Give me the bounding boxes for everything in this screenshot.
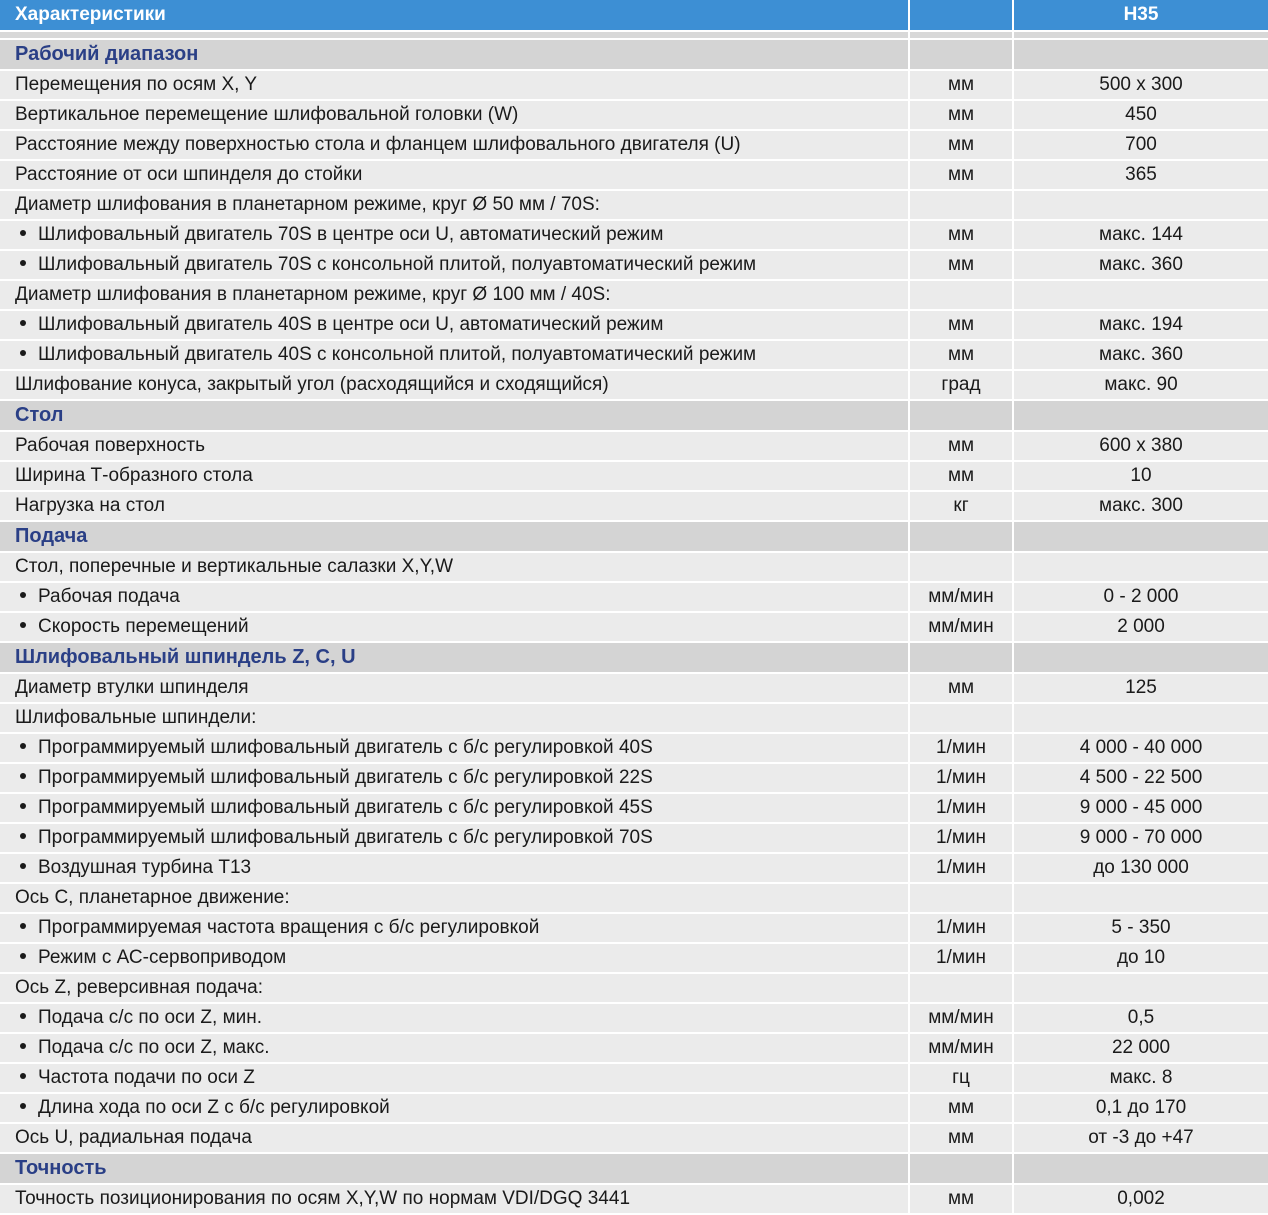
unit-cell <box>909 552 1013 582</box>
table-row <box>0 763 1268 793</box>
value-cell: 22 000 <box>1013 1033 1268 1063</box>
table-header <box>0 0 1268 31</box>
table-row <box>0 733 1268 763</box>
bullet-icon <box>20 1103 26 1109</box>
unit-cell: мм <box>909 461 1013 491</box>
param-cell <box>0 883 909 913</box>
unit-cell: мм/мин <box>909 1003 1013 1033</box>
param-label: Ось С, планетарное движение: <box>15 887 290 908</box>
param-cell <box>0 853 909 883</box>
unit-header <box>909 0 1013 31</box>
value-cell: 9 000 - 70 000 <box>1013 823 1268 853</box>
section-header <box>0 400 1268 431</box>
value-cell: от -3 до +47 <box>1013 1123 1268 1153</box>
table-row <box>0 1093 1268 1123</box>
param-label: Шлифовальный двигатель 70S с консольной плитой, полуавтоматический режим <box>38 254 757 275</box>
param-cell <box>0 1063 909 1093</box>
param-cell <box>0 220 909 250</box>
param-cell <box>0 913 909 943</box>
param-label: Частота подачи по оси Z <box>38 1067 255 1088</box>
unit-cell: 1/мин <box>909 793 1013 823</box>
unit-cell: мм/мин <box>909 582 1013 612</box>
table-row <box>0 461 1268 491</box>
param-cell <box>0 160 909 190</box>
unit-cell: 1/мин <box>909 853 1013 883</box>
table-row <box>0 100 1268 130</box>
bullet-icon <box>20 773 26 779</box>
value-cell: до 10 <box>1013 943 1268 973</box>
table-row <box>0 1123 1268 1153</box>
value-cell: макс. 360 <box>1013 250 1268 280</box>
param-label: Шлифовальный двигатель 70S в центре оси U, автоматический режим <box>38 224 664 245</box>
param-label: Скорость перемещений <box>38 616 249 637</box>
unit-cell: мм <box>909 431 1013 461</box>
param-label: Диаметр шлифования в планетарном режиме, круг Ø 50 мм / 70S: <box>15 194 600 215</box>
param-cell <box>0 461 909 491</box>
unit-cell: мм <box>909 1184 1013 1214</box>
param-label: Программируемый шлифовальный двигатель с б/с регулировкой 40S <box>38 737 653 758</box>
table-row <box>0 1033 1268 1063</box>
unit-cell: гц <box>909 1063 1013 1093</box>
param-label: Нагрузка на стол <box>15 495 165 516</box>
unit-cell: мм <box>909 340 1013 370</box>
table-row <box>0 190 1268 220</box>
table-row <box>0 612 1268 642</box>
table-row <box>0 793 1268 823</box>
section-value-cell <box>1013 1153 1268 1184</box>
bullet-icon <box>20 1043 26 1049</box>
value-cell: 2 000 <box>1013 612 1268 642</box>
section-value-cell <box>1013 521 1268 552</box>
unit-cell: 1/мин <box>909 823 1013 853</box>
bullet-icon <box>20 803 26 809</box>
param-cell <box>0 943 909 973</box>
bullet-icon <box>20 743 26 749</box>
section-title: Точность <box>0 1153 909 1184</box>
value-cell: 125 <box>1013 673 1268 703</box>
bullet-icon <box>20 1013 26 1019</box>
value-cell: макс. 300 <box>1013 491 1268 521</box>
section-unit-cell <box>909 400 1013 431</box>
param-cell <box>0 733 909 763</box>
unit-cell <box>909 703 1013 733</box>
param-cell <box>0 1184 909 1214</box>
unit-cell: 1/мин <box>909 943 1013 973</box>
value-cell: 0,002 <box>1013 1184 1268 1214</box>
value-cell: 0,1 до 170 <box>1013 1093 1268 1123</box>
table-row <box>0 70 1268 100</box>
table-row <box>0 220 1268 250</box>
table-row <box>0 310 1268 340</box>
spacer-cell <box>1013 31 1268 39</box>
param-label: Программируемый шлифовальный двигатель с б/с регулировкой 45S <box>38 797 653 818</box>
table-row <box>0 130 1268 160</box>
value-cell <box>1013 973 1268 1003</box>
value-cell: 450 <box>1013 100 1268 130</box>
unit-cell: мм <box>909 130 1013 160</box>
param-cell <box>0 552 909 582</box>
param-cell <box>0 612 909 642</box>
section-header <box>0 642 1268 673</box>
table-row <box>0 552 1268 582</box>
table-row <box>0 673 1268 703</box>
section-value-cell <box>1013 400 1268 431</box>
section-title: Рабочий диапазон <box>0 39 909 70</box>
param-label: Ширина Т-образного стола <box>15 465 253 486</box>
param-label: Режим с АС-сервоприводом <box>38 947 287 968</box>
value-cell: 0,5 <box>1013 1003 1268 1033</box>
param-label: Шлифование конуса, закрытый угол (расходящийся и сходящийся) <box>15 374 609 395</box>
param-label: Шлифовальный двигатель 40S с консольной плитой, полуавтоматический режим <box>38 344 757 365</box>
param-label: Рабочая подача <box>38 586 180 607</box>
bullet-icon <box>20 953 26 959</box>
unit-cell: мм <box>909 70 1013 100</box>
section-unit-cell <box>909 1153 1013 1184</box>
param-cell <box>0 431 909 461</box>
model-header: H35 <box>1013 0 1268 31</box>
param-cell <box>0 340 909 370</box>
value-cell: макс. 8 <box>1013 1063 1268 1093</box>
unit-cell: мм <box>909 310 1013 340</box>
unit-cell: мм/мин <box>909 1033 1013 1063</box>
section-header <box>0 39 1268 70</box>
table-row <box>0 1003 1268 1033</box>
param-cell <box>0 130 909 160</box>
bullet-icon <box>20 622 26 628</box>
unit-cell: 1/мин <box>909 763 1013 793</box>
bullet-icon <box>20 592 26 598</box>
bullet-icon <box>20 350 26 356</box>
section-title: Шлифовальный шпиндель Z, C, U <box>0 642 909 673</box>
param-label: Программируемый шлифовальный двигатель с б/с регулировкой 70S <box>38 827 653 848</box>
param-cell <box>0 582 909 612</box>
value-cell: 9 000 - 45 000 <box>1013 793 1268 823</box>
spacer-cell <box>0 31 909 39</box>
table-row <box>0 340 1268 370</box>
table-row <box>0 973 1268 1003</box>
section-unit-cell <box>909 39 1013 70</box>
param-label: Точность позиционирования по осям X,Y,W по нормам VDI/DGQ 3441 <box>15 1188 631 1209</box>
table-row <box>0 491 1268 521</box>
param-cell <box>0 1003 909 1033</box>
bullet-icon <box>20 1073 26 1079</box>
param-label: Вертикальное перемещение шлифовальной головки (W) <box>15 104 519 125</box>
table-row <box>0 582 1268 612</box>
param-label: Ось U, радиальная подача <box>15 1127 252 1148</box>
param-label: Расстояние между поверхностью стола и фланцем шлифовального двигателя (U) <box>15 134 741 155</box>
value-cell: 10 <box>1013 461 1268 491</box>
value-cell: 500 x 300 <box>1013 70 1268 100</box>
value-cell <box>1013 190 1268 220</box>
param-cell <box>0 70 909 100</box>
section-unit-cell <box>909 521 1013 552</box>
table-row <box>0 370 1268 400</box>
table-row <box>0 280 1268 310</box>
param-label: Шлифовальный двигатель 40S в центре оси U, автоматический режим <box>38 314 664 335</box>
table-row <box>0 160 1268 190</box>
table-row <box>0 883 1268 913</box>
value-cell: макс. 144 <box>1013 220 1268 250</box>
param-label: Диаметр втулки шпинделя <box>15 677 249 698</box>
bullet-icon <box>20 320 26 326</box>
section-unit-cell <box>909 642 1013 673</box>
unit-cell <box>909 280 1013 310</box>
param-label: Подача с/с по оси Z, мин. <box>38 1007 263 1028</box>
section-header <box>0 1153 1268 1184</box>
param-cell <box>0 673 909 703</box>
unit-cell <box>909 190 1013 220</box>
param-label: Подача с/с по оси Z, макс. <box>38 1037 270 1058</box>
param-cell <box>0 1033 909 1063</box>
param-label: Стол, поперечные и вертикальные салазки X,Y,W <box>15 556 454 577</box>
bullet-icon <box>20 863 26 869</box>
unit-cell: мм/мин <box>909 612 1013 642</box>
bullet-icon <box>20 230 26 236</box>
table-row <box>0 853 1268 883</box>
section-value-cell <box>1013 642 1268 673</box>
value-cell: макс. 90 <box>1013 370 1268 400</box>
section-value-cell <box>1013 39 1268 70</box>
table-row <box>0 943 1268 973</box>
param-label: Ось Z, реверсивная подача: <box>15 977 264 998</box>
param-cell <box>0 703 909 733</box>
unit-cell <box>909 973 1013 1003</box>
param-cell <box>0 250 909 280</box>
table-row <box>0 250 1268 280</box>
unit-cell: кг <box>909 491 1013 521</box>
section-header <box>0 521 1268 552</box>
value-cell: 4 000 - 40 000 <box>1013 733 1268 763</box>
value-cell: 600 x 380 <box>1013 431 1268 461</box>
value-cell <box>1013 883 1268 913</box>
table-row <box>0 431 1268 461</box>
section-title: Подача <box>0 521 909 552</box>
param-cell <box>0 823 909 853</box>
table-row <box>0 913 1268 943</box>
value-cell <box>1013 703 1268 733</box>
param-label: Расстояние от оси шпинделя до стойки <box>15 164 363 185</box>
value-cell: 4 500 - 22 500 <box>1013 763 1268 793</box>
table-row <box>0 703 1268 733</box>
param-label: Рабочая поверхность <box>15 435 205 456</box>
param-cell <box>0 1093 909 1123</box>
bullet-icon <box>20 260 26 266</box>
value-cell: 700 <box>1013 130 1268 160</box>
table-row <box>0 1184 1268 1214</box>
value-cell: до 130 000 <box>1013 853 1268 883</box>
param-label: Программируемый шлифовальный двигатель с б/с регулировкой 22S <box>38 767 653 788</box>
unit-cell: мм <box>909 1093 1013 1123</box>
value-cell: макс. 194 <box>1013 310 1268 340</box>
param-cell <box>0 370 909 400</box>
param-cell <box>0 491 909 521</box>
spacer-cell <box>909 31 1013 39</box>
unit-cell: мм <box>909 100 1013 130</box>
unit-cell: мм <box>909 250 1013 280</box>
unit-cell <box>909 883 1013 913</box>
value-cell: макс. 360 <box>1013 340 1268 370</box>
param-cell <box>0 973 909 1003</box>
value-cell: 5 - 350 <box>1013 913 1268 943</box>
param-label: Шлифовальные шпиндели: <box>15 707 257 728</box>
unit-cell: 1/мин <box>909 913 1013 943</box>
param-cell <box>0 793 909 823</box>
param-label: Воздушная турбина Т13 <box>38 857 252 878</box>
table-row <box>0 1063 1268 1093</box>
value-cell <box>1013 280 1268 310</box>
param-cell <box>0 310 909 340</box>
param-cell <box>0 1123 909 1153</box>
param-cell <box>0 100 909 130</box>
section-title: Стол <box>0 400 909 431</box>
param-cell <box>0 280 909 310</box>
bullet-icon <box>20 833 26 839</box>
unit-cell: мм <box>909 1123 1013 1153</box>
characteristics-header: Характеристики <box>0 0 909 31</box>
param-label: Длина хода по оси Z с б/с регулировкой <box>38 1097 390 1118</box>
value-cell: 0 - 2 000 <box>1013 582 1268 612</box>
param-label: Перемещения по осям X, Y <box>15 74 258 95</box>
value-cell <box>1013 552 1268 582</box>
value-cell: 365 <box>1013 160 1268 190</box>
unit-cell: мм <box>909 220 1013 250</box>
param-cell <box>0 190 909 220</box>
table-row <box>0 823 1268 853</box>
unit-cell: мм <box>909 160 1013 190</box>
header-spacer <box>0 31 1268 39</box>
param-label: Программируемая частота вращения с б/с регулировкой <box>38 917 540 938</box>
param-cell <box>0 763 909 793</box>
bullet-icon <box>20 923 26 929</box>
unit-cell: мм <box>909 673 1013 703</box>
unit-cell: град <box>909 370 1013 400</box>
param-label: Диаметр шлифования в планетарном режиме, круг Ø 100 мм / 40S: <box>15 284 611 305</box>
unit-cell: 1/мин <box>909 733 1013 763</box>
